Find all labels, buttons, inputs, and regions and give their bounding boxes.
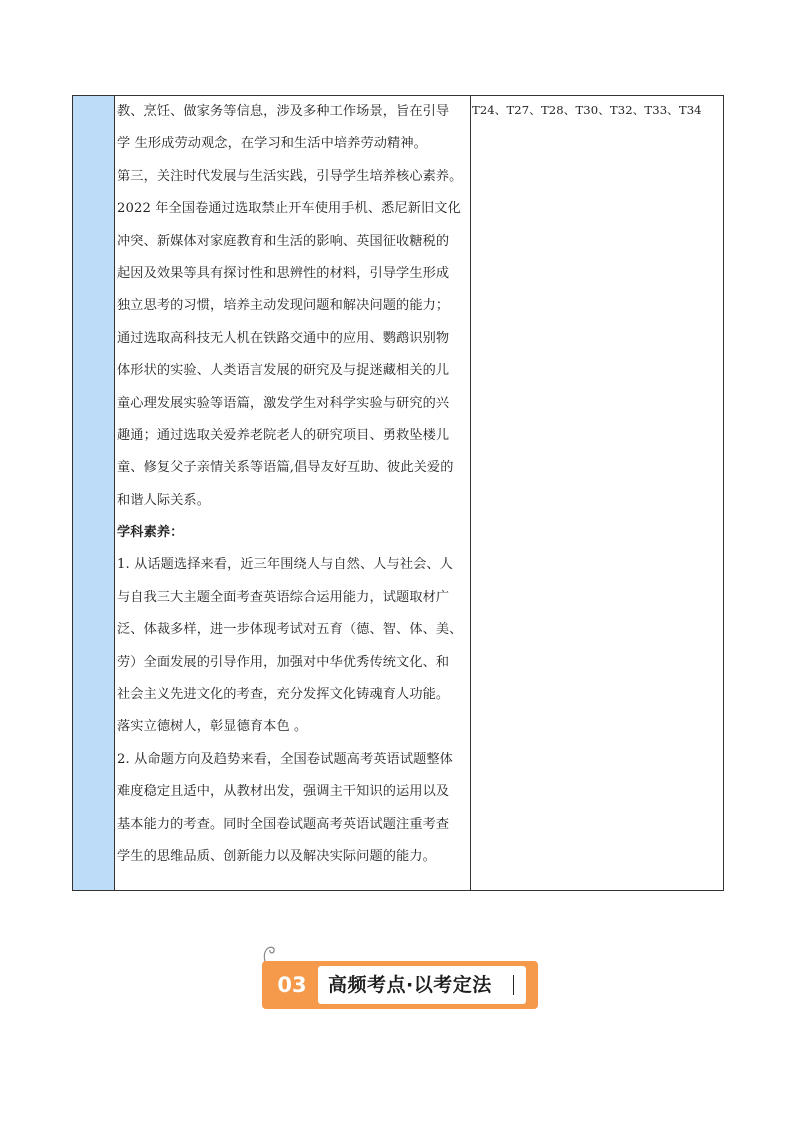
text-line: 第三，关注时代发展与生活实践，引导学生培养核心素养。 bbox=[117, 168, 463, 184]
text-line: 和谐人际关系。 bbox=[117, 492, 211, 508]
text-cursor bbox=[513, 975, 515, 995]
text-line: 与自我三大主题全面考查英语综合运用能力，试题取材广 bbox=[117, 589, 450, 605]
text-line: 难度稳定且适中，从教材出发，强调主干知识的运用以及 bbox=[117, 784, 450, 800]
text-line: 1. 从话题选择来看，近三年围绕人与自然、人与社会、人 bbox=[117, 557, 453, 573]
text-line: 童心理发展实验等语篇，激发学生对科学实验与研究的兴 bbox=[117, 395, 450, 411]
section-title-box bbox=[318, 966, 526, 1004]
text-line: 体形状的实验、人类语言发展的研究及与捉迷藏相关的儿 bbox=[117, 363, 450, 379]
text-line: 落实立德树人，彰显德育本色 。 bbox=[117, 719, 308, 735]
table-left-column bbox=[73, 96, 115, 890]
text-line: 2. 从命题方向及趋势来看，全国卷试题高考英语试题整体 bbox=[117, 751, 453, 767]
text-line: 通过选取高科技无人机在铁路交通中的应用、鹦鹉识别物 bbox=[117, 330, 450, 346]
text-line: 劳）全面发展的引导作用，加强对中华优秀传统文化、和 bbox=[117, 654, 450, 670]
text-line: 童、修复父子亲情关系等语篇,倡导友好互助、彼此关爱的 bbox=[117, 460, 454, 476]
content-table bbox=[72, 95, 724, 891]
question-references: T24、T27、T28、T30、T32、T33、T34 bbox=[472, 103, 702, 117]
text-line: 学 生形成劳动观念，在学习和生活中培养劳动精神。 bbox=[117, 136, 427, 152]
table-reference-cell bbox=[471, 96, 723, 890]
section-number: 03 bbox=[277, 973, 307, 997]
text-line: 起因及效果等具有探讨性和思辨性的材料，引导学生形成 bbox=[117, 265, 450, 281]
text-line: 社会主义先进文化的考查，充分发挥文化铸魂育人功能。 bbox=[117, 687, 450, 703]
table-text-cell bbox=[115, 96, 471, 890]
table-text-paragraph bbox=[115, 96, 470, 873]
section-title: 高频考点·以考定法 bbox=[328, 974, 492, 996]
section-banner bbox=[262, 961, 538, 1009]
text-line: 学生的思维品质、创新能力以及解决实际问题的能力。 bbox=[117, 848, 436, 864]
text-line: 泛、体裁多样，进一步体现考试对五育（德、智、体、美、 bbox=[117, 622, 463, 638]
text-line: 独立思考的习惯，培养主动发现问题和解决问题的能力； bbox=[117, 298, 450, 314]
text-line: 趣通；通过选取关爱养老院老人的研究项目、勇救坠楼儿 bbox=[117, 427, 450, 443]
text-line: 冲突、新媒体对家庭教育和生活的影响、英国征收糖税的 bbox=[117, 233, 450, 249]
section-heading-line: 学科素养： bbox=[117, 525, 184, 541]
text-line: 2022 年全国卷通过选取禁止开车使用手机、悉尼新旧文化 bbox=[117, 201, 461, 217]
text-line: 教、烹饪、做家务等信息，涉及多种工作场景，旨在引导 bbox=[117, 104, 450, 119]
text-line: 基本能力的考查。同时全国卷试题高考英语试题注重考查 bbox=[117, 816, 450, 832]
section-badge bbox=[262, 961, 538, 1009]
